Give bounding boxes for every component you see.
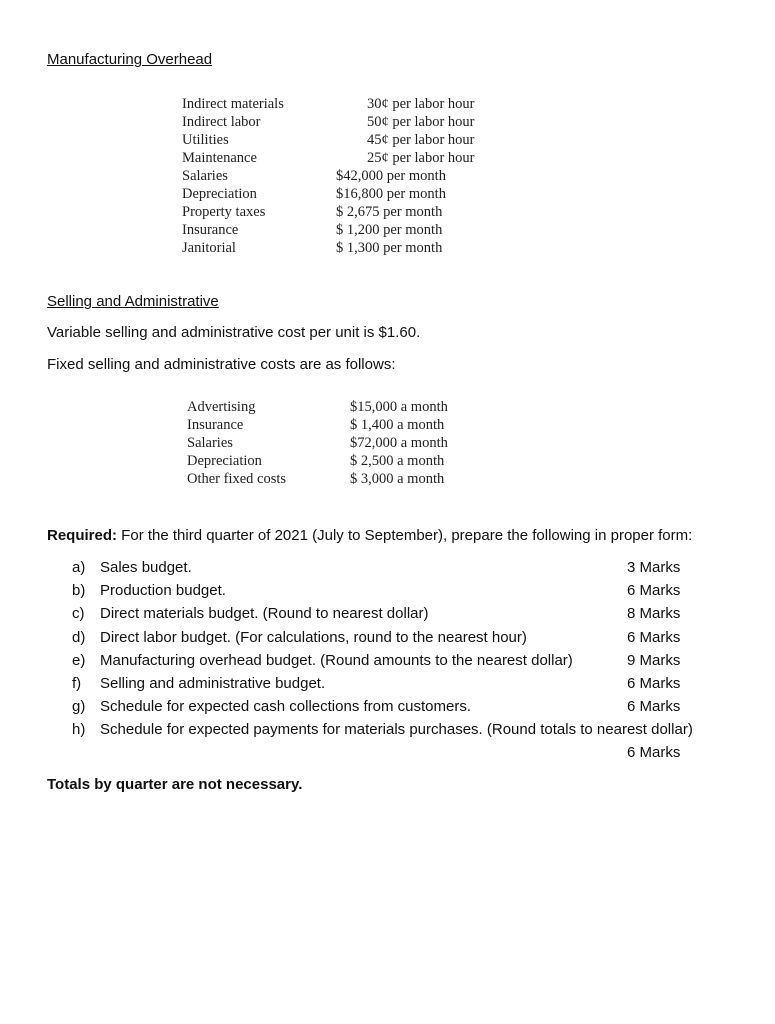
list-item [72, 675, 742, 698]
required-text: For the third quarter of 2021 (July to September), prepare the following in proper form: [117, 527, 693, 544]
row-label: Salaries [187, 435, 233, 451]
list-item [72, 559, 742, 582]
item-marks: 6 Marks [627, 744, 681, 762]
row-value: $15,000 a month [350, 399, 448, 415]
row-value: 30¢ per labor hour [367, 96, 475, 112]
item-letter: c) [72, 605, 85, 623]
table-row [187, 416, 448, 434]
item-marks: 8 Marks [627, 605, 681, 623]
required-label: Required: [47, 527, 118, 544]
variable-cost-text: Variable selling and administrative cost per unit is $1.60. [47, 324, 421, 341]
totals-note: Totals by quarter are not necessary. [47, 776, 303, 793]
row-label: Maintenance [182, 150, 257, 166]
row-label: Salaries [182, 168, 228, 184]
item-letter: g) [72, 698, 86, 716]
row-value: $ 2,675 per month [336, 204, 443, 220]
table-row [187, 452, 448, 470]
manufacturing-overhead-heading: Manufacturing Overhead [47, 51, 213, 68]
table-row [182, 239, 475, 257]
item-letter: e) [72, 651, 86, 669]
item-text: Sales budget. [100, 559, 192, 576]
row-label: Indirect materials [182, 96, 284, 112]
row-label: Janitorial [182, 240, 236, 256]
table-row [182, 203, 475, 221]
table-row [182, 221, 475, 239]
fixed-costs-intro: Fixed selling and administrative costs are as follows: [47, 356, 396, 373]
list-item [72, 652, 742, 675]
item-letter: b) [72, 582, 86, 600]
item-text: Manufacturing overhead budget. (Round amounts to the nearest dollar) [100, 651, 573, 669]
row-value: $72,000 a month [350, 435, 448, 451]
row-value: 45¢ per labor hour [367, 132, 475, 148]
list-item [72, 582, 742, 605]
item-marks: 6 Marks [627, 698, 681, 716]
row-label: Insurance [187, 417, 244, 433]
row-value: $16,800 per month [336, 186, 446, 202]
table-row [182, 185, 475, 203]
item-marks: 6 Marks [627, 674, 681, 692]
item-letter: f) [72, 674, 82, 692]
item-marks: 9 Marks [627, 651, 681, 669]
row-value: $ 1,300 per month [336, 240, 443, 256]
table-row [187, 434, 448, 452]
table-row [182, 167, 475, 185]
table-row [182, 95, 475, 113]
table-row [187, 398, 448, 416]
row-value: $ 2,500 a month [350, 453, 445, 469]
table-row [182, 113, 475, 131]
item-text: Direct labor budget. (For calculations, round to the nearest hour) [100, 628, 527, 646]
required-items-list [72, 559, 742, 767]
row-label: Depreciation [187, 453, 262, 469]
row-label: Depreciation [182, 186, 257, 202]
item-letter: a) [72, 559, 86, 576]
list-item [72, 721, 742, 767]
item-text: Direct materials budget. (Round to nearest dollar) [100, 605, 429, 623]
row-value: $ 3,000 a month [350, 471, 445, 487]
selling-admin-heading: Selling and Administrative [47, 293, 219, 310]
row-label: Other fixed costs [187, 471, 287, 487]
table-row [182, 131, 475, 149]
item-marks: 6 Marks [627, 628, 681, 646]
item-text: Production budget. [100, 582, 226, 600]
item-letter: h) [72, 721, 86, 739]
row-value: 25¢ per labor hour [367, 150, 475, 166]
row-label: Utilities [182, 132, 229, 148]
row-label: Advertising [187, 399, 256, 415]
item-text: Selling and administrative budget. [100, 674, 326, 692]
manufacturing-overhead-table [182, 95, 475, 257]
row-label: Property taxes [182, 204, 266, 220]
row-value: 50¢ per labor hour [367, 114, 475, 130]
item-marks: 6 Marks [627, 582, 681, 600]
required-instruction [47, 527, 692, 544]
selling-admin-table [187, 398, 448, 488]
row-label: Indirect labor [182, 114, 261, 130]
row-value: $ 1,200 per month [336, 222, 443, 238]
table-row [182, 149, 475, 167]
list-item [72, 698, 742, 721]
item-text: Schedule for expected payments for materials purchases. (Round totals to nearest dollar) [100, 721, 693, 739]
list-item [72, 629, 742, 652]
list-item [72, 605, 742, 628]
row-label: Insurance [182, 222, 239, 238]
table-row [187, 470, 448, 488]
row-value: $ 1,400 a month [350, 417, 445, 433]
item-text: Schedule for expected cash collections from customers. [100, 698, 472, 716]
item-marks: 3 Marks [627, 559, 681, 576]
row-value: $42,000 per month [336, 168, 446, 184]
item-letter: d) [72, 628, 86, 646]
